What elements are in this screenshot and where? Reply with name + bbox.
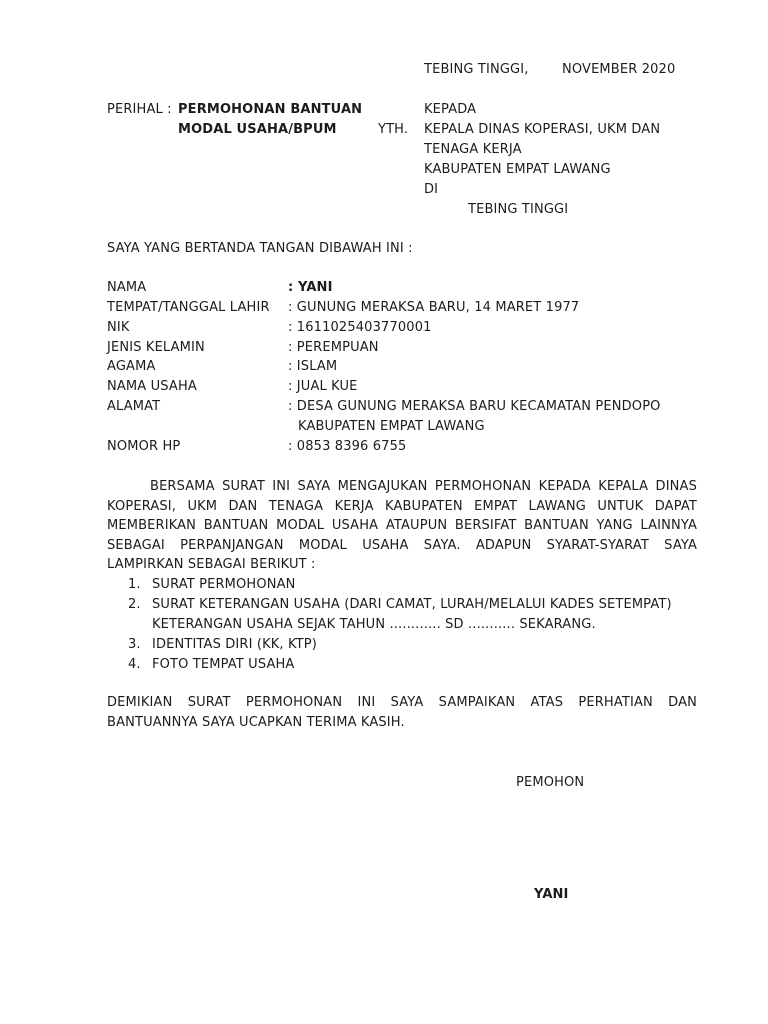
identity-value: : ISLAM [288, 359, 338, 374]
list-item-number: 1. [128, 577, 141, 592]
identity-value: : YANI [288, 280, 333, 295]
list-item-number: 2. [128, 597, 141, 612]
recipient-line-3: KABUPATEN EMPAT LAWANG [424, 162, 611, 177]
signature-role: PEMOHON [516, 775, 585, 790]
recipient-line-2: TENAGA KERJA [424, 142, 522, 157]
list-item [107, 635, 697, 655]
list-item-text: IDENTITAS DIRI (KK, KTP) [152, 637, 317, 652]
intro-text: SAYA YANG BERTANDA TANGAN DIBAWAH INI : [107, 241, 413, 256]
subject-line-1: PERMOHONAN BANTUAN [178, 102, 363, 117]
identity-label: NOMOR HP [107, 439, 181, 454]
identity-value: : GUNUNG MERAKSA BARU, 14 MARET 1977 [288, 300, 580, 315]
identity-value: KABUPATEN EMPAT LAWANG [298, 419, 485, 434]
identity-label: ALAMAT [107, 399, 161, 414]
recipient-kepada: KEPADA [424, 102, 477, 117]
list-item [107, 595, 697, 635]
body-paragraph: BERSAMA SURAT INI SAYA MENGAJUKAN PERMOHONAN KEPADA KEPALA DINAS KOPERASI, UKM DAN TENAGA KERJA KABUPATEN EMPAT LAWANG UNTUK DAPAT MEMBERIKAN BANTUAN MODAL USAHA ATAUPUN BERSIFAT BANTUAN YANG LAINNYA SEBAGAI PERPANJANGAN MODAL USAHA SAYA. ADAPUN SYARAT-SYARAT SAYA LAMPIRKAN SEBAGAI BERIKUT : [107, 479, 697, 573]
closing-paragraph: DEMIKIAN SURAT PERMOHONAN INI SAYA SAMPAIKAN ATAS PERHATIAN DAN BANTUANNYA SAYA UCAPKAN TERIMA KASIH. [107, 695, 697, 730]
subject-line-2: MODAL USAHA/BPUM [178, 122, 337, 137]
list-item-number: 3. [128, 637, 141, 652]
recipient-yth: YTH. [378, 122, 409, 137]
signature-name: YANI [534, 887, 569, 902]
identity-label: AGAMA [107, 359, 156, 374]
list-item-text-cont: KETERANGAN USAHA SEJAK TAHUN ............ SD ........... SEKARANG. [152, 617, 596, 632]
list-item-text: SURAT KETERANGAN USAHA (DARI CAMAT, LURAH/MELALUI KADES SETEMPAT) [152, 597, 672, 612]
list-item-number: 4. [128, 657, 141, 672]
list-item-text: SURAT PERMOHONAN [152, 577, 296, 592]
list-item [107, 575, 697, 595]
identity-value: : PEREMPUAN [288, 340, 379, 355]
recipient-city: TEBING TINGGI [468, 202, 569, 217]
identity-value: : 0853 8396 6755 [288, 439, 407, 454]
identity-label: NAMA [107, 280, 147, 295]
letter-place: TEBING TINGGI, [424, 62, 529, 77]
recipient-line-1: KEPALA DINAS KOPERASI, UKM DAN [424, 122, 661, 137]
letter-date: NOVEMBER 2020 [562, 62, 676, 77]
list-item [107, 655, 697, 675]
identity-label: NIK [107, 320, 130, 335]
subject-label: PERIHAL : [107, 102, 172, 117]
identity-value: : 1611025403770001 [288, 320, 432, 335]
list-item-text: FOTO TEMPAT USAHA [152, 657, 295, 672]
identity-value: : JUAL KUE [288, 379, 358, 394]
identity-value: : DESA GUNUNG MERAKSA BARU KECAMATAN PENDOPO [288, 399, 661, 414]
attachment-list [107, 575, 697, 675]
identity-label: NAMA USAHA [107, 379, 197, 394]
identity-label: TEMPAT/TANGGAL LAHIR [107, 300, 270, 315]
recipient-di: DI [424, 182, 439, 197]
identity-label: JENIS KELAMIN [107, 340, 205, 355]
